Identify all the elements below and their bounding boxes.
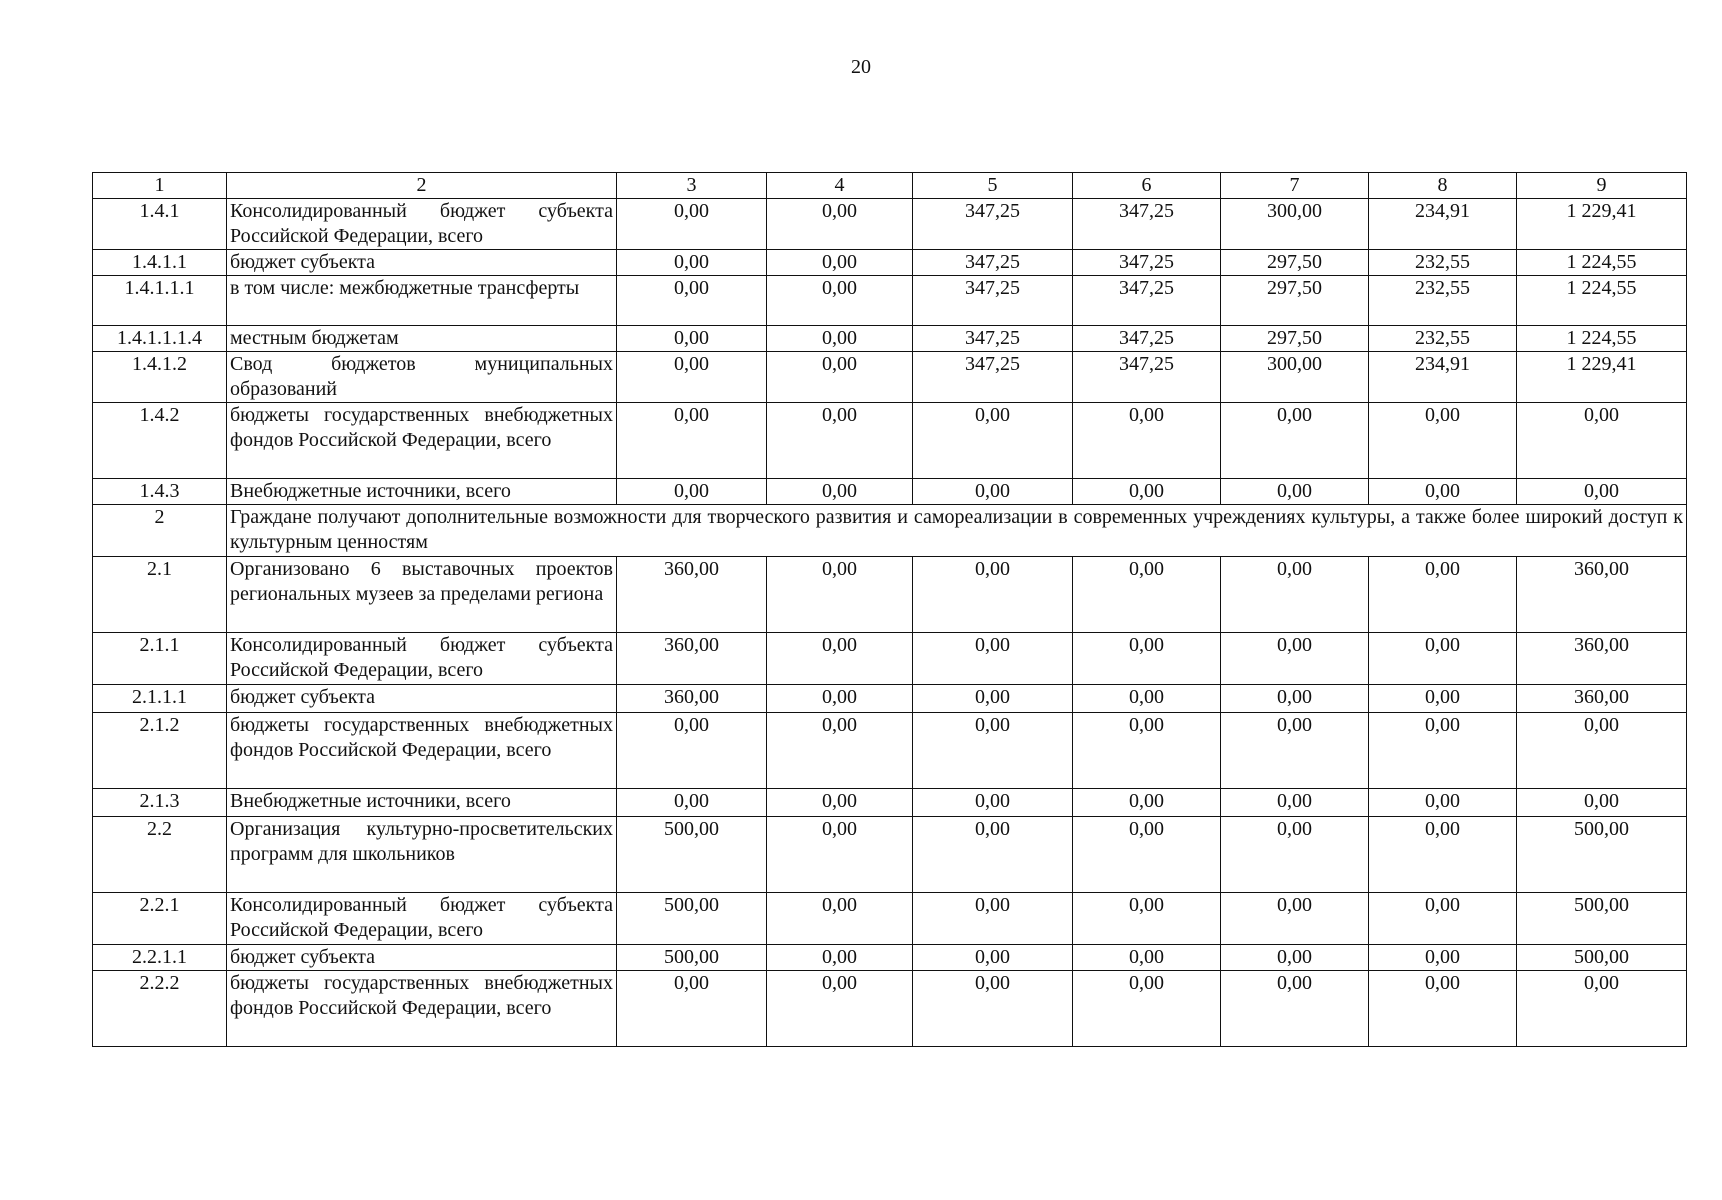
- row-code: 2.2.2: [93, 971, 227, 1047]
- row-code: 2.1.1: [93, 633, 227, 685]
- value-cell: 0,00: [1073, 479, 1221, 505]
- value-cell: 0,00: [767, 199, 913, 250]
- value-cell: 232,55: [1369, 276, 1517, 326]
- value-cell: 500,00: [617, 893, 767, 945]
- value-cell: 0,00: [913, 633, 1073, 685]
- value-cell: 0,00: [913, 893, 1073, 945]
- value-cell: 0,00: [1073, 403, 1221, 479]
- value-cell: 0,00: [767, 893, 913, 945]
- table-row: [93, 199, 1687, 250]
- value-cell: 0,00: [1073, 893, 1221, 945]
- value-cell: 300,00: [1221, 352, 1369, 403]
- table-row: [93, 557, 1687, 633]
- row-description: Консолидированный бюджет субъекта Российской Федерации, всего: [227, 633, 617, 685]
- value-cell: 0,00: [1221, 479, 1369, 505]
- row-code: 2.1: [93, 557, 227, 633]
- column-header: 4: [767, 173, 913, 199]
- value-cell: 0,00: [1221, 685, 1369, 713]
- row-code: 2: [93, 505, 227, 557]
- value-cell: 500,00: [1517, 893, 1687, 945]
- value-cell: 0,00: [617, 352, 767, 403]
- value-cell: 0,00: [617, 713, 767, 789]
- value-cell: 0,00: [1221, 403, 1369, 479]
- row-code: 1.4.3: [93, 479, 227, 505]
- value-cell: 0,00: [913, 945, 1073, 971]
- row-description: бюджеты государственных внебюджетных фондов Российской Федерации, всего: [227, 713, 617, 789]
- value-cell: 347,25: [1073, 276, 1221, 326]
- value-cell: 1 229,41: [1517, 199, 1687, 250]
- value-cell: 360,00: [617, 557, 767, 633]
- value-cell: 347,25: [913, 352, 1073, 403]
- row-description: Организация культурно-просветительских программ для школьников: [227, 817, 617, 893]
- value-cell: 0,00: [767, 817, 913, 893]
- value-cell: 0,00: [1369, 633, 1517, 685]
- row-description: Организовано 6 выставочных проектов региональных музеев за пределами региона: [227, 557, 617, 633]
- table-row: [93, 971, 1687, 1047]
- table-row: [93, 276, 1687, 326]
- value-cell: 500,00: [617, 817, 767, 893]
- value-cell: 1 224,55: [1517, 250, 1687, 276]
- value-cell: 0,00: [1221, 633, 1369, 685]
- value-cell: 0,00: [617, 276, 767, 326]
- row-description: местным бюджетам: [227, 326, 617, 352]
- value-cell: 360,00: [617, 633, 767, 685]
- row-description: в том числе: межбюджетные трансферты: [227, 276, 617, 326]
- value-cell: 0,00: [1221, 557, 1369, 633]
- table-row: [93, 633, 1687, 685]
- value-cell: 0,00: [913, 789, 1073, 817]
- value-cell: 234,91: [1369, 199, 1517, 250]
- column-header: 5: [913, 173, 1073, 199]
- value-cell: 0,00: [767, 685, 913, 713]
- value-cell: 0,00: [1221, 713, 1369, 789]
- value-cell: 232,55: [1369, 250, 1517, 276]
- table-row: [93, 326, 1687, 352]
- value-cell: 0,00: [767, 789, 913, 817]
- value-cell: 0,00: [913, 971, 1073, 1047]
- table-row: [93, 817, 1687, 893]
- value-cell: 0,00: [1073, 945, 1221, 971]
- value-cell: 347,25: [913, 250, 1073, 276]
- value-cell: 0,00: [1221, 893, 1369, 945]
- row-description: Свод бюджетов муниципальных образований: [227, 352, 617, 403]
- value-cell: 0,00: [617, 971, 767, 1047]
- section-description: Граждане получают дополнительные возможности для творческого развития и самореализации в современных учреждениях культуры, а также более широкий доступ к культурным ценностям: [227, 505, 1687, 557]
- table-row: [93, 893, 1687, 945]
- value-cell: 0,00: [767, 713, 913, 789]
- row-code: 1.4.1: [93, 199, 227, 250]
- value-cell: 0,00: [617, 403, 767, 479]
- table-row: [93, 352, 1687, 403]
- page-number: 20: [851, 56, 871, 78]
- column-header: 7: [1221, 173, 1369, 199]
- value-cell: 232,55: [1369, 326, 1517, 352]
- value-cell: 0,00: [767, 326, 913, 352]
- value-cell: 347,25: [1073, 250, 1221, 276]
- value-cell: 0,00: [913, 685, 1073, 713]
- value-cell: 0,00: [1073, 685, 1221, 713]
- value-cell: 0,00: [913, 479, 1073, 505]
- budget-table: [92, 172, 1687, 1047]
- row-code: 2.2.1: [93, 893, 227, 945]
- value-cell: 0,00: [767, 945, 913, 971]
- column-header: 3: [617, 173, 767, 199]
- row-description: бюджет субъекта: [227, 685, 617, 713]
- value-cell: 347,25: [913, 199, 1073, 250]
- row-description: бюджет субъекта: [227, 945, 617, 971]
- value-cell: 347,25: [913, 276, 1073, 326]
- row-code: 2.1.1.1: [93, 685, 227, 713]
- value-cell: 0,00: [1073, 817, 1221, 893]
- row-description: Внебюджетные источники, всего: [227, 789, 617, 817]
- value-cell: 0,00: [617, 250, 767, 276]
- table-row: [93, 789, 1687, 817]
- value-cell: 0,00: [1221, 971, 1369, 1047]
- column-header: 8: [1369, 173, 1517, 199]
- row-code: 1.4.1.1: [93, 250, 227, 276]
- value-cell: 0,00: [1369, 971, 1517, 1047]
- value-cell: 360,00: [1517, 685, 1687, 713]
- value-cell: 300,00: [1221, 199, 1369, 250]
- value-cell: 1 224,55: [1517, 276, 1687, 326]
- row-code: 2.2: [93, 817, 227, 893]
- value-cell: 0,00: [617, 789, 767, 817]
- row-description: бюджеты государственных внебюджетных фондов Российской Федерации, всего: [227, 403, 617, 479]
- row-description: Консолидированный бюджет субъекта Российской Федерации, всего: [227, 893, 617, 945]
- value-cell: 0,00: [617, 479, 767, 505]
- value-cell: 0,00: [1073, 713, 1221, 789]
- value-cell: 0,00: [767, 403, 913, 479]
- value-cell: 0,00: [913, 817, 1073, 893]
- value-cell: 0,00: [1369, 685, 1517, 713]
- table-row: [93, 945, 1687, 971]
- value-cell: 0,00: [1369, 789, 1517, 817]
- table-row: [93, 479, 1687, 505]
- value-cell: 0,00: [767, 250, 913, 276]
- value-cell: 0,00: [767, 352, 913, 403]
- value-cell: 0,00: [1369, 893, 1517, 945]
- value-cell: 297,50: [1221, 326, 1369, 352]
- value-cell: 1 229,41: [1517, 352, 1687, 403]
- value-cell: 0,00: [1073, 633, 1221, 685]
- value-cell: 0,00: [913, 713, 1073, 789]
- value-cell: 1 224,55: [1517, 326, 1687, 352]
- value-cell: 0,00: [617, 199, 767, 250]
- value-cell: 0,00: [617, 326, 767, 352]
- value-cell: 347,25: [1073, 199, 1221, 250]
- value-cell: 0,00: [913, 403, 1073, 479]
- value-cell: 0,00: [1221, 817, 1369, 893]
- value-cell: 0,00: [767, 557, 913, 633]
- value-cell: 0,00: [1369, 403, 1517, 479]
- value-cell: 500,00: [1517, 945, 1687, 971]
- row-code: 1.4.1.1.1.4: [93, 326, 227, 352]
- column-header: 9: [1517, 173, 1687, 199]
- value-cell: 0,00: [1369, 713, 1517, 789]
- value-cell: 0,00: [767, 276, 913, 326]
- value-cell: 0,00: [1073, 789, 1221, 817]
- value-cell: 0,00: [1517, 713, 1687, 789]
- value-cell: 0,00: [1517, 789, 1687, 817]
- value-cell: 0,00: [1369, 945, 1517, 971]
- value-cell: 0,00: [1369, 557, 1517, 633]
- row-code: 2.2.1.1: [93, 945, 227, 971]
- value-cell: 347,25: [913, 326, 1073, 352]
- value-cell: 0,00: [1517, 971, 1687, 1047]
- value-cell: 0,00: [1369, 817, 1517, 893]
- value-cell: 360,00: [1517, 557, 1687, 633]
- value-cell: 0,00: [1221, 789, 1369, 817]
- row-description: бюджеты государственных внебюджетных фондов Российской Федерации, всего: [227, 971, 617, 1047]
- value-cell: 0,00: [1369, 479, 1517, 505]
- value-cell: 347,25: [1073, 326, 1221, 352]
- row-description: бюджет субъекта: [227, 250, 617, 276]
- value-cell: 297,50: [1221, 276, 1369, 326]
- value-cell: 0,00: [913, 557, 1073, 633]
- row-code: 2.1.3: [93, 789, 227, 817]
- value-cell: 500,00: [1517, 817, 1687, 893]
- value-cell: 347,25: [1073, 352, 1221, 403]
- row-code: 1.4.1.1.1: [93, 276, 227, 326]
- value-cell: 360,00: [1517, 633, 1687, 685]
- row-code: 1.4.2: [93, 403, 227, 479]
- value-cell: 0,00: [1221, 945, 1369, 971]
- value-cell: 0,00: [1517, 403, 1687, 479]
- value-cell: 0,00: [767, 633, 913, 685]
- column-number-row: [93, 173, 1687, 199]
- table-header: [93, 173, 1687, 199]
- table-body: [93, 199, 1687, 1047]
- table-row: [93, 403, 1687, 479]
- value-cell: 0,00: [1073, 971, 1221, 1047]
- value-cell: 0,00: [767, 479, 913, 505]
- value-cell: 360,00: [617, 685, 767, 713]
- value-cell: 0,00: [1517, 479, 1687, 505]
- column-header: 2: [227, 173, 617, 199]
- table-row: [93, 505, 1687, 557]
- row-description: Консолидированный бюджет субъекта Российской Федерации, всего: [227, 199, 617, 250]
- table-row: [93, 713, 1687, 789]
- row-code: 1.4.1.2: [93, 352, 227, 403]
- table-row: [93, 250, 1687, 276]
- column-header: 6: [1073, 173, 1221, 199]
- column-header: 1: [93, 173, 227, 199]
- row-description: Внебюджетные источники, всего: [227, 479, 617, 505]
- value-cell: 297,50: [1221, 250, 1369, 276]
- row-code: 2.1.2: [93, 713, 227, 789]
- value-cell: 500,00: [617, 945, 767, 971]
- value-cell: 0,00: [767, 971, 913, 1047]
- value-cell: 0,00: [1073, 557, 1221, 633]
- value-cell: 234,91: [1369, 352, 1517, 403]
- table-row: [93, 685, 1687, 713]
